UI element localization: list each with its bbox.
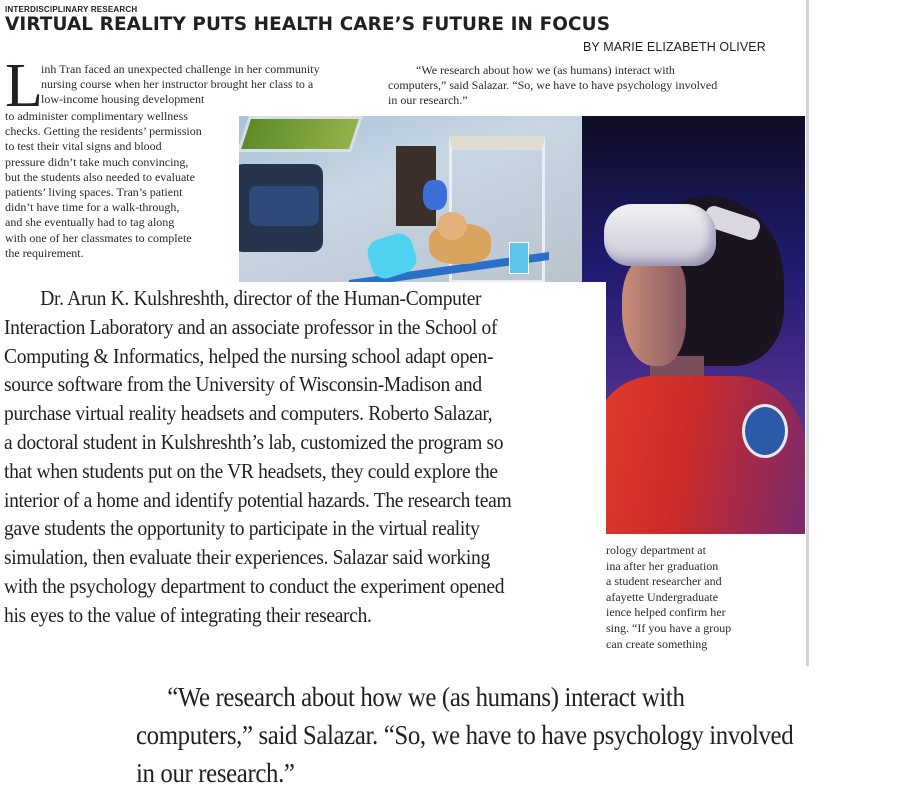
text-line: nursing course when her instructor brought her class to a (41, 77, 314, 92)
vr-simulation-inset (239, 116, 582, 286)
text-line: can create something (606, 636, 708, 651)
vr-infant-head (437, 212, 467, 240)
vr-headset-icon (604, 204, 716, 266)
text-line: ience helped confirm her (606, 605, 726, 620)
text-line: his eyes to the value of integrating their research. (4, 602, 372, 627)
text-line: didn’t have time for a walk-through, (5, 200, 180, 215)
vr-info-sign (509, 242, 529, 274)
text-line: inh Tran faced an unexpected challenge in her community (41, 62, 320, 76)
text-line: “We research about how we (as humans) interact with (416, 63, 675, 77)
text-line: that when students put on the VR headsets, they could explore the (4, 458, 498, 483)
text-line: simulation, then evaluate their experiences. Salazar said working (4, 545, 490, 570)
text-line: the requirement. (5, 245, 84, 260)
article-byline: BY MARIE ELIZABETH OLIVER (583, 40, 766, 54)
text-line: a student researcher and (606, 574, 722, 589)
article-headline: VIRTUAL REALITY PUTS HEALTH CARE’S FUTURE IN FOCUS (5, 13, 611, 35)
university-patch-icon (742, 404, 788, 458)
nursing-student (594, 176, 805, 534)
intro-paragraph (5, 62, 395, 108)
body-column-left (5, 109, 230, 261)
zoomed-paragraph-overlay (0, 282, 606, 670)
text-line: to administer complimentary wellness (5, 109, 188, 123)
text-line: rology department at (606, 543, 706, 557)
page-edge-divider (806, 0, 809, 666)
vr-teddy-bear (423, 180, 447, 210)
text-line: pressure didn’t take much convincing, (5, 154, 189, 169)
text-line: computers,” said Salazar. “So, we have to have psychology involved (388, 78, 718, 93)
text-line: “We research about how we (as humans) interact with (167, 682, 685, 712)
pull-quote-column (388, 63, 798, 109)
text-line: in our research.” (388, 93, 468, 108)
body-column-right (606, 543, 796, 652)
text-line: purchase virtual reality headsets and computers. Roberto Salazar, (4, 401, 493, 426)
vr-couch-seat (249, 186, 319, 226)
drop-cap: L (5, 52, 43, 120)
text-line: with the psychology department to conduct the experiment opened (4, 573, 505, 598)
text-line: to test their vital signs and blood (5, 139, 162, 154)
text-line: Interaction Laboratory and an associate professor in the School of (4, 314, 498, 339)
text-line: gave students the opportunity to participate in the virtual reality (4, 516, 480, 541)
vr-window (239, 116, 363, 152)
text-line: with one of her classmates to complete (5, 230, 192, 245)
text-line: source software from the University of Wisconsin-Madison and (4, 372, 482, 397)
zoomed-quote-overlay (100, 670, 920, 801)
text-line: checks. Getting the residents’ permission (5, 124, 202, 139)
text-line: but the students also needed to evaluate (5, 169, 195, 184)
text-line: interior of a home and identify potential hazards. The research team (4, 487, 512, 512)
text-line: low-income housing development (41, 92, 205, 107)
section-kicker: INTERDISCIPLINARY RESEARCH (5, 5, 138, 14)
text-line: Computing & Informatics, helped the nursing school adapt open- (4, 343, 494, 368)
text-line: patients’ living spaces. Tran’s patient (5, 185, 183, 200)
text-line: afayette Undergraduate (606, 589, 719, 604)
text-line: ina after her graduation (606, 558, 719, 573)
face (622, 256, 686, 366)
text-line: in our research.” (136, 758, 295, 788)
text-line: computers,” said Salazar. “So, we have to have psychology involved (136, 720, 794, 750)
text-line: a doctoral student in Kulshreshth’s lab, customized the program so (4, 429, 504, 454)
text-line: sing. “If you have a group (606, 620, 732, 635)
text-line: and she eventually had to tag along (5, 215, 175, 230)
text-line: Dr. Arun K. Kulshreshth, director of the Human-Computer (40, 286, 482, 310)
